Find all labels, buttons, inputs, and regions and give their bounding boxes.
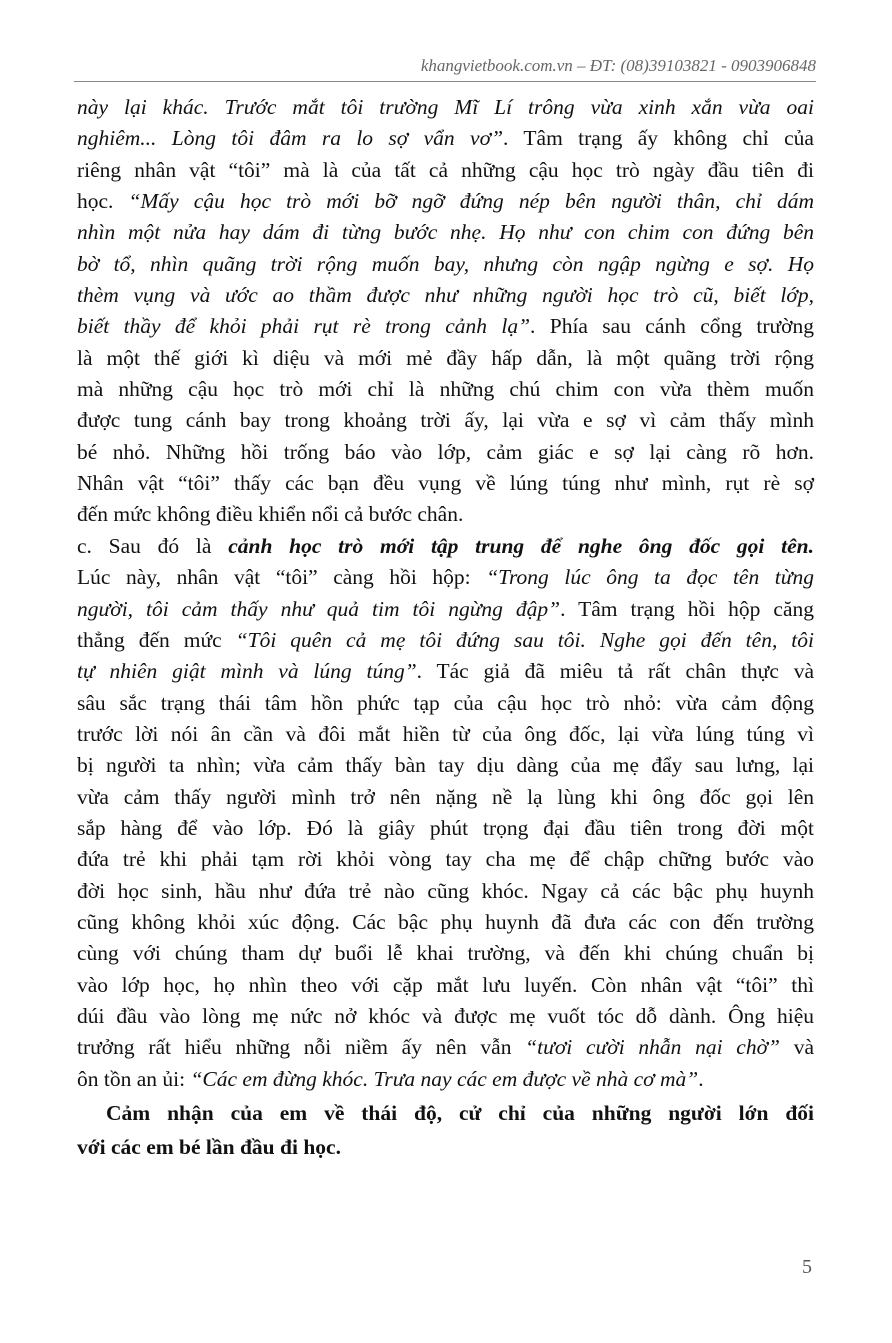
text-segment: cùng với chúng tham dự buổi lễ khai trường, và đến khi chúng chuẩn bị: [77, 941, 814, 966]
text-segment: thẳng đến mức: [77, 627, 236, 652]
text-segment: riêng nhân vật “tôi” mà là của tất cả những cậu học trò ngày đầu tiên đi: [77, 157, 814, 182]
header-divider: [74, 81, 816, 82]
text-segment: vừa cảm thấy người mình trở nên nặng nề lạ lùng khi ông đốc gọi lên: [77, 784, 814, 809]
italic-quote: người, tôi cảm thấy như quả tim tôi ngừng đập”: [77, 596, 561, 621]
text-line: [77, 1001, 814, 1032]
text-line: [77, 123, 814, 154]
text-segment: là một thế giới kì diệu và mới mẻ đầy hấp dẫn, là một quãng trời rộng: [77, 345, 814, 370]
page-header: khangvietbook.com.vn – ĐT: (08)39103821 - 0903906848: [420, 56, 816, 75]
question-line: [77, 1097, 814, 1130]
text-segment: và: [780, 1035, 814, 1060]
text-segment: sâu sắc trạng thái tâm hồn phức tạp của cậu học trò nhỏ: vừa cảm động: [77, 690, 814, 715]
question-line: [77, 1131, 814, 1164]
text-segment: . Tác giả đã miêu tả rất chân thực và: [416, 659, 814, 684]
question-text: Cảm nhận của em về thái độ, cử chỉ của những người lớn đối: [106, 1100, 814, 1125]
text-segment: Lúc này, nhân vật “tôi” càng hồi hộp:: [77, 565, 487, 590]
text-line: [77, 1032, 814, 1063]
text-segment: cũng không khỏi xúc động. Các bậc phụ huynh đã đưa các con đến trường: [77, 909, 814, 934]
text-line: [77, 625, 814, 656]
page-body-text: [77, 92, 814, 1164]
text-line: [77, 311, 814, 342]
text-line: [77, 1064, 814, 1095]
text-line: [77, 468, 814, 499]
text-line: [77, 719, 814, 750]
text-segment: mà những cậu học trò mới chỉ là những chú chim con vừa thèm muốn: [77, 377, 814, 402]
text-segment: đến mức không điều khiển nổi cả bước chân.: [77, 502, 464, 527]
text-segment: c. Sau đó là: [77, 533, 229, 558]
text-segment: sắp hàng để vào lớp. Đó là giây phút trọng đại đầu tiên trong đời một: [77, 815, 814, 840]
text-segment: ôn tồn an ủi:: [77, 1066, 191, 1091]
question-text: với các em bé lần đầu đi học.: [77, 1135, 341, 1159]
text-segment: trưởng rất hiểu những nỗi niềm ấy nên vẫn: [77, 1035, 526, 1060]
text-segment: Nhân vật “tôi” thấy các bạn đều vụng về lúng túng như mình, rụt rè sợ: [77, 471, 814, 496]
italic-quote: biết thầy để khỏi phải rụt rè trong cảnh lạ”: [77, 314, 531, 339]
text-line: [77, 750, 814, 781]
text-line: [77, 594, 814, 625]
text-line: [77, 844, 814, 875]
text-line: [77, 688, 814, 719]
text-segment: đời học sinh, hầu như đứa trẻ nào cũng khóc. Ngay cả các bậc phụ huynh: [77, 878, 814, 903]
text-line: [77, 155, 814, 186]
text-segment: . Tâm trạng hồi hộp căng: [560, 596, 814, 621]
text-line: [77, 186, 814, 217]
text-line: [77, 907, 814, 938]
text-segment: . Tâm trạng ấy không chỉ của: [503, 126, 814, 151]
text-line: [77, 876, 814, 907]
text-line: [77, 92, 814, 123]
text-segment: bị người ta nhìn; vừa cảm thấy bàn tay dịu dàng của mẹ đẩy sau lưng, lại: [77, 753, 814, 778]
text-line: [77, 280, 814, 311]
text-line: [77, 782, 814, 813]
italic-quote: “Trong lúc ông ta đọc tên từng: [486, 565, 814, 590]
italic-quote: “tươi cười nhẫn nại chờ”: [525, 1035, 780, 1060]
text-line: [77, 562, 814, 593]
text-line: [77, 970, 814, 1001]
text-line: [77, 437, 814, 468]
italic-quote: “Mấy cậu học trò mới bỡ ngỡ đứng nép bên người thân, chỉ dám: [128, 189, 815, 214]
italic-quote: bờ tổ, nhìn quãng trời rộng muốn bay, nhưng còn ngập ngừng e sợ. Họ: [77, 251, 814, 276]
text-segment: . Phía sau cánh cổng trường: [530, 314, 814, 339]
text-line: [77, 531, 814, 562]
italic-quote: nghiêm... Lòng tôi đâm ra lo sợ vẩn vơ”: [77, 126, 504, 151]
italic-quote: này lại khác. Trước mắt tôi trường Mĩ Lí trông vừa xinh xắn vừa oai: [77, 95, 814, 119]
text-segment: trước lời nói ân cần và đôi mắt hiền từ của ông đốc, lại vừa lúng túng vì: [77, 721, 814, 746]
text-line: [77, 938, 814, 969]
text-line: [77, 249, 814, 280]
text-line: [77, 405, 814, 436]
text-segment: đứa trẻ khi phải tạm rời khỏi vòng tay cha mẹ để chập chững bước vào: [77, 847, 814, 872]
text-line: [77, 813, 814, 844]
text-segment: học.: [77, 189, 129, 214]
text-segment: dúi đầu vào lòng mẹ nức nở khóc và được mẹ vuốt tóc dỗ dành. Ông hiệu: [77, 1003, 814, 1028]
text-line: [77, 499, 814, 530]
text-segment: .: [698, 1066, 704, 1091]
text-segment: vào lớp học, họ nhìn theo với cặp mắt lưu luyến. Còn nhân vật “tôi” thì: [77, 972, 814, 997]
text-segment: được tung cánh bay trong khoảng trời ấy, lại vừa e sợ vì cảm thấy mình: [77, 408, 814, 433]
text-line: [77, 374, 814, 405]
text-line: [77, 217, 814, 248]
italic-quote: tự nhiên giật mình và lúng túng”: [77, 659, 417, 684]
italic-quote: thèm vụng và ước ao thầm được như những người học trò cũ, biết lớp,: [77, 283, 814, 308]
text-line: [77, 656, 814, 687]
text-line: [77, 343, 814, 374]
italic-quote: “Tôi quên cả mẹ tôi đứng sau tôi. Nghe gọi đến tên, tôi: [235, 627, 814, 652]
text-segment: bé nhỏ. Những hồi trống báo vào lớp, cảm giác e sợ lại càng rõ hơn.: [77, 439, 814, 464]
emphasis-text: cảnh học trò mới tập trung để nghe ông đốc gọi tên.: [228, 533, 814, 558]
italic-quote: nhìn một nửa hay dám đi từng bước nhẹ. Họ như con chim con đứng bên: [77, 220, 814, 245]
italic-quote: “Các em đừng khóc. Trưa nay các em được về nhà cơ mà”: [190, 1066, 699, 1091]
page-number: 5: [802, 1256, 812, 1278]
